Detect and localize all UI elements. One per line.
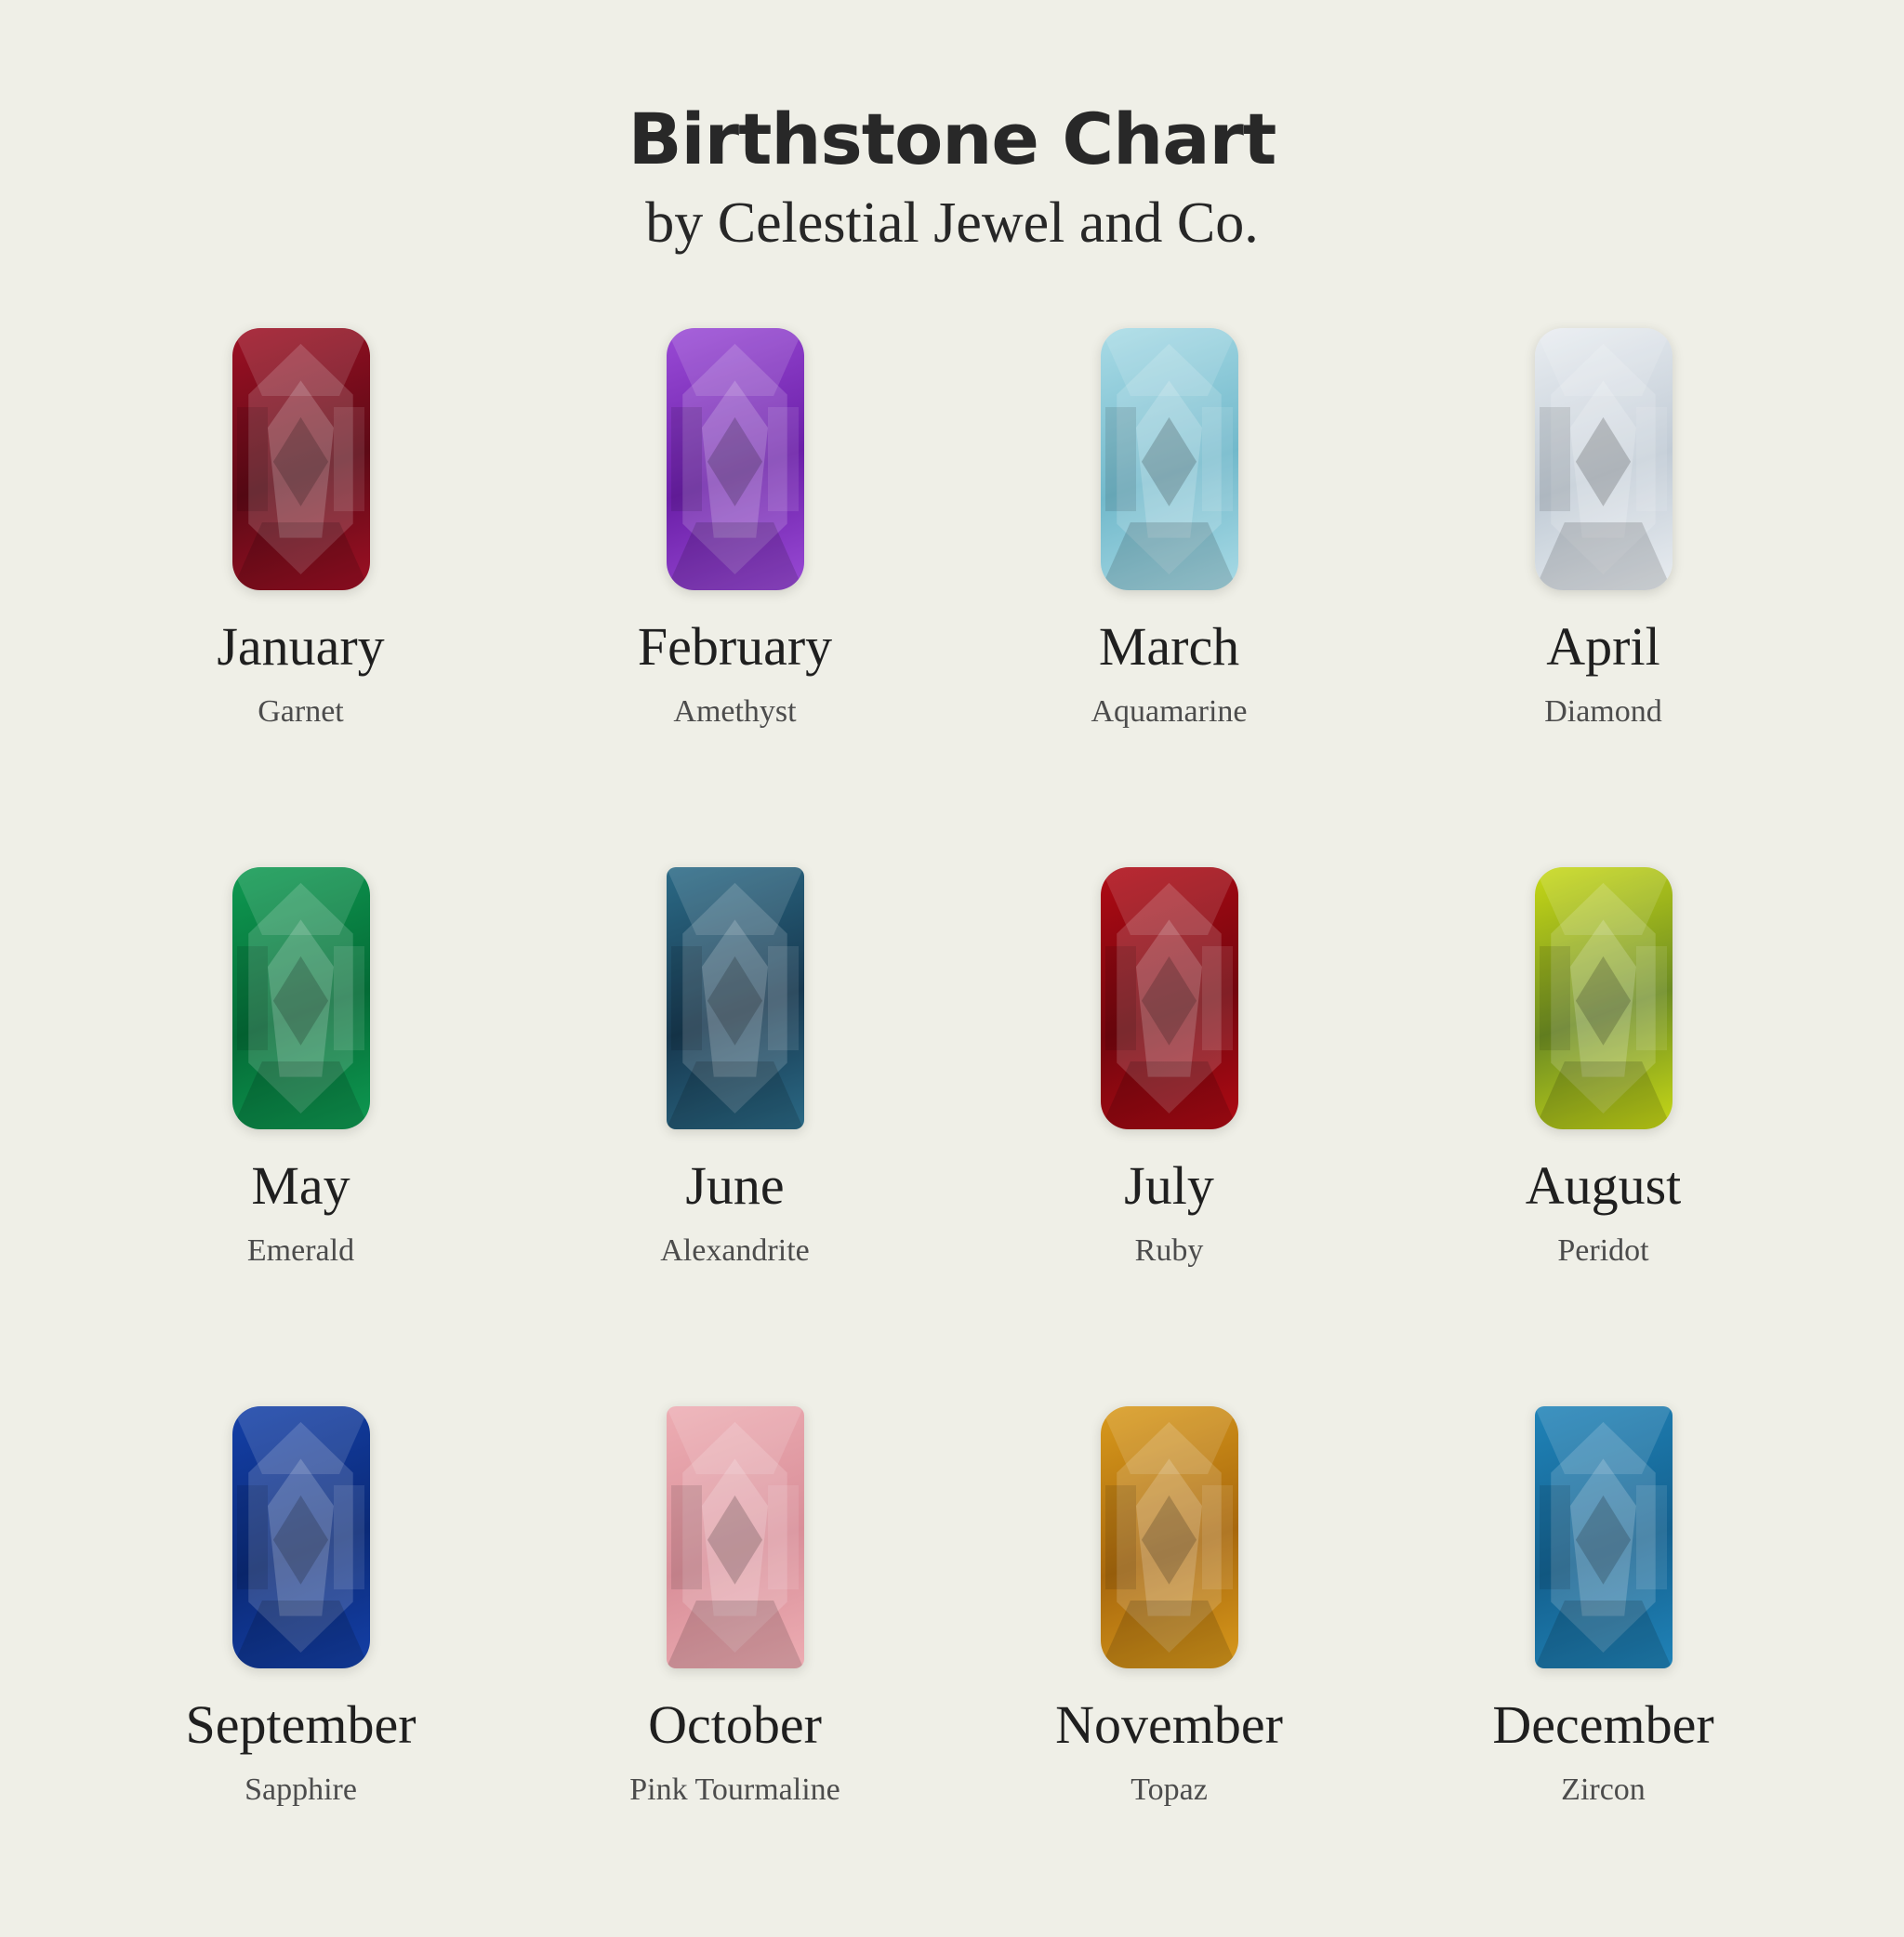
gem-image-wrap: [667, 1398, 804, 1677]
birthstone-cell: [952, 859, 1386, 1398]
stone-label: Ruby: [1134, 1232, 1204, 1268]
birthstone-cell: [952, 320, 1386, 859]
gem-icon-ruby: [1101, 867, 1238, 1129]
birthstone-cell: [518, 320, 952, 859]
month-label: June: [685, 1154, 785, 1216]
gem-image-wrap: [1101, 859, 1238, 1138]
gem-image-wrap: [1535, 320, 1673, 599]
gem-image-wrap: [1535, 1398, 1673, 1677]
gem-icon-peridot: [1535, 867, 1673, 1129]
birthstone-cell: [1386, 320, 1820, 859]
page-title: Birthstone Chart: [628, 98, 1276, 180]
stone-label: Zircon: [1561, 1772, 1646, 1807]
birthstone-cell: [952, 1398, 1386, 1937]
gem-facets: [232, 328, 370, 590]
gem-icon-amethyst: [667, 328, 804, 590]
birthstone-cell: [518, 859, 952, 1398]
gem-facets: [1535, 328, 1673, 590]
gem-facets: [1101, 328, 1238, 590]
gem-image-wrap: [1535, 859, 1673, 1138]
gem-facets: [1535, 867, 1673, 1129]
page-subtitle: by Celestial Jewel and Co.: [645, 191, 1259, 255]
gem-facets: [1535, 1406, 1673, 1668]
gem-facets: [232, 1406, 370, 1668]
gem-facets: [232, 867, 370, 1129]
stone-label: Diamond: [1544, 693, 1662, 729]
stone-label: Aquamarine: [1091, 693, 1248, 729]
birthstone-cell: [1386, 1398, 1820, 1937]
stone-label: Garnet: [258, 693, 344, 729]
gem-icon-pink-tourmaline: [667, 1406, 804, 1668]
stone-label: Sapphire: [245, 1772, 357, 1807]
gem-image-wrap: [1101, 1398, 1238, 1677]
month-label: February: [637, 615, 833, 677]
birthstone-cell: [1386, 859, 1820, 1398]
birthstone-cell: [84, 1398, 518, 1937]
gem-facets: [667, 328, 804, 590]
gem-icon-emerald: [232, 867, 370, 1129]
month-label: March: [1098, 615, 1240, 677]
gem-facets: [1101, 1406, 1238, 1668]
month-label: September: [185, 1693, 416, 1755]
gem-icon-garnet: [232, 328, 370, 590]
month-label: December: [1492, 1693, 1714, 1755]
gem-icon-diamond: [1535, 328, 1673, 590]
stone-label: Topaz: [1130, 1772, 1208, 1807]
stone-label: Emerald: [246, 1232, 355, 1268]
gem-image-wrap: [667, 320, 804, 599]
stone-label: Peridot: [1557, 1232, 1649, 1268]
gem-image-wrap: [667, 859, 804, 1138]
gem-icon-alexandrite: [667, 867, 804, 1129]
month-label: May: [251, 1154, 350, 1216]
gem-icon-aquamarine: [1101, 328, 1238, 590]
gem-icon-topaz: [1101, 1406, 1238, 1668]
gem-facets: [1101, 867, 1238, 1129]
gem-image-wrap: [232, 1398, 370, 1677]
month-label: July: [1124, 1154, 1214, 1216]
stone-label: Pink Tourmaline: [629, 1772, 840, 1807]
gem-image-wrap: [1101, 320, 1238, 599]
month-label: April: [1546, 615, 1660, 677]
gem-facets: [667, 1406, 804, 1668]
gem-facets: [667, 867, 804, 1129]
gem-icon-zircon: [1535, 1406, 1673, 1668]
month-label: November: [1055, 1693, 1283, 1755]
month-label: August: [1525, 1154, 1682, 1216]
birthstone-cell: [84, 320, 518, 859]
stone-label: Alexandrite: [660, 1232, 810, 1268]
gem-image-wrap: [232, 859, 370, 1138]
gem-icon-sapphire: [232, 1406, 370, 1668]
birthstone-cell: [84, 859, 518, 1398]
birthstone-grid: [84, 320, 1820, 1937]
gem-image-wrap: [232, 320, 370, 599]
birthstone-cell: [518, 1398, 952, 1937]
month-label: January: [217, 615, 385, 677]
month-label: October: [648, 1693, 822, 1755]
stone-label: Amethyst: [673, 693, 797, 729]
